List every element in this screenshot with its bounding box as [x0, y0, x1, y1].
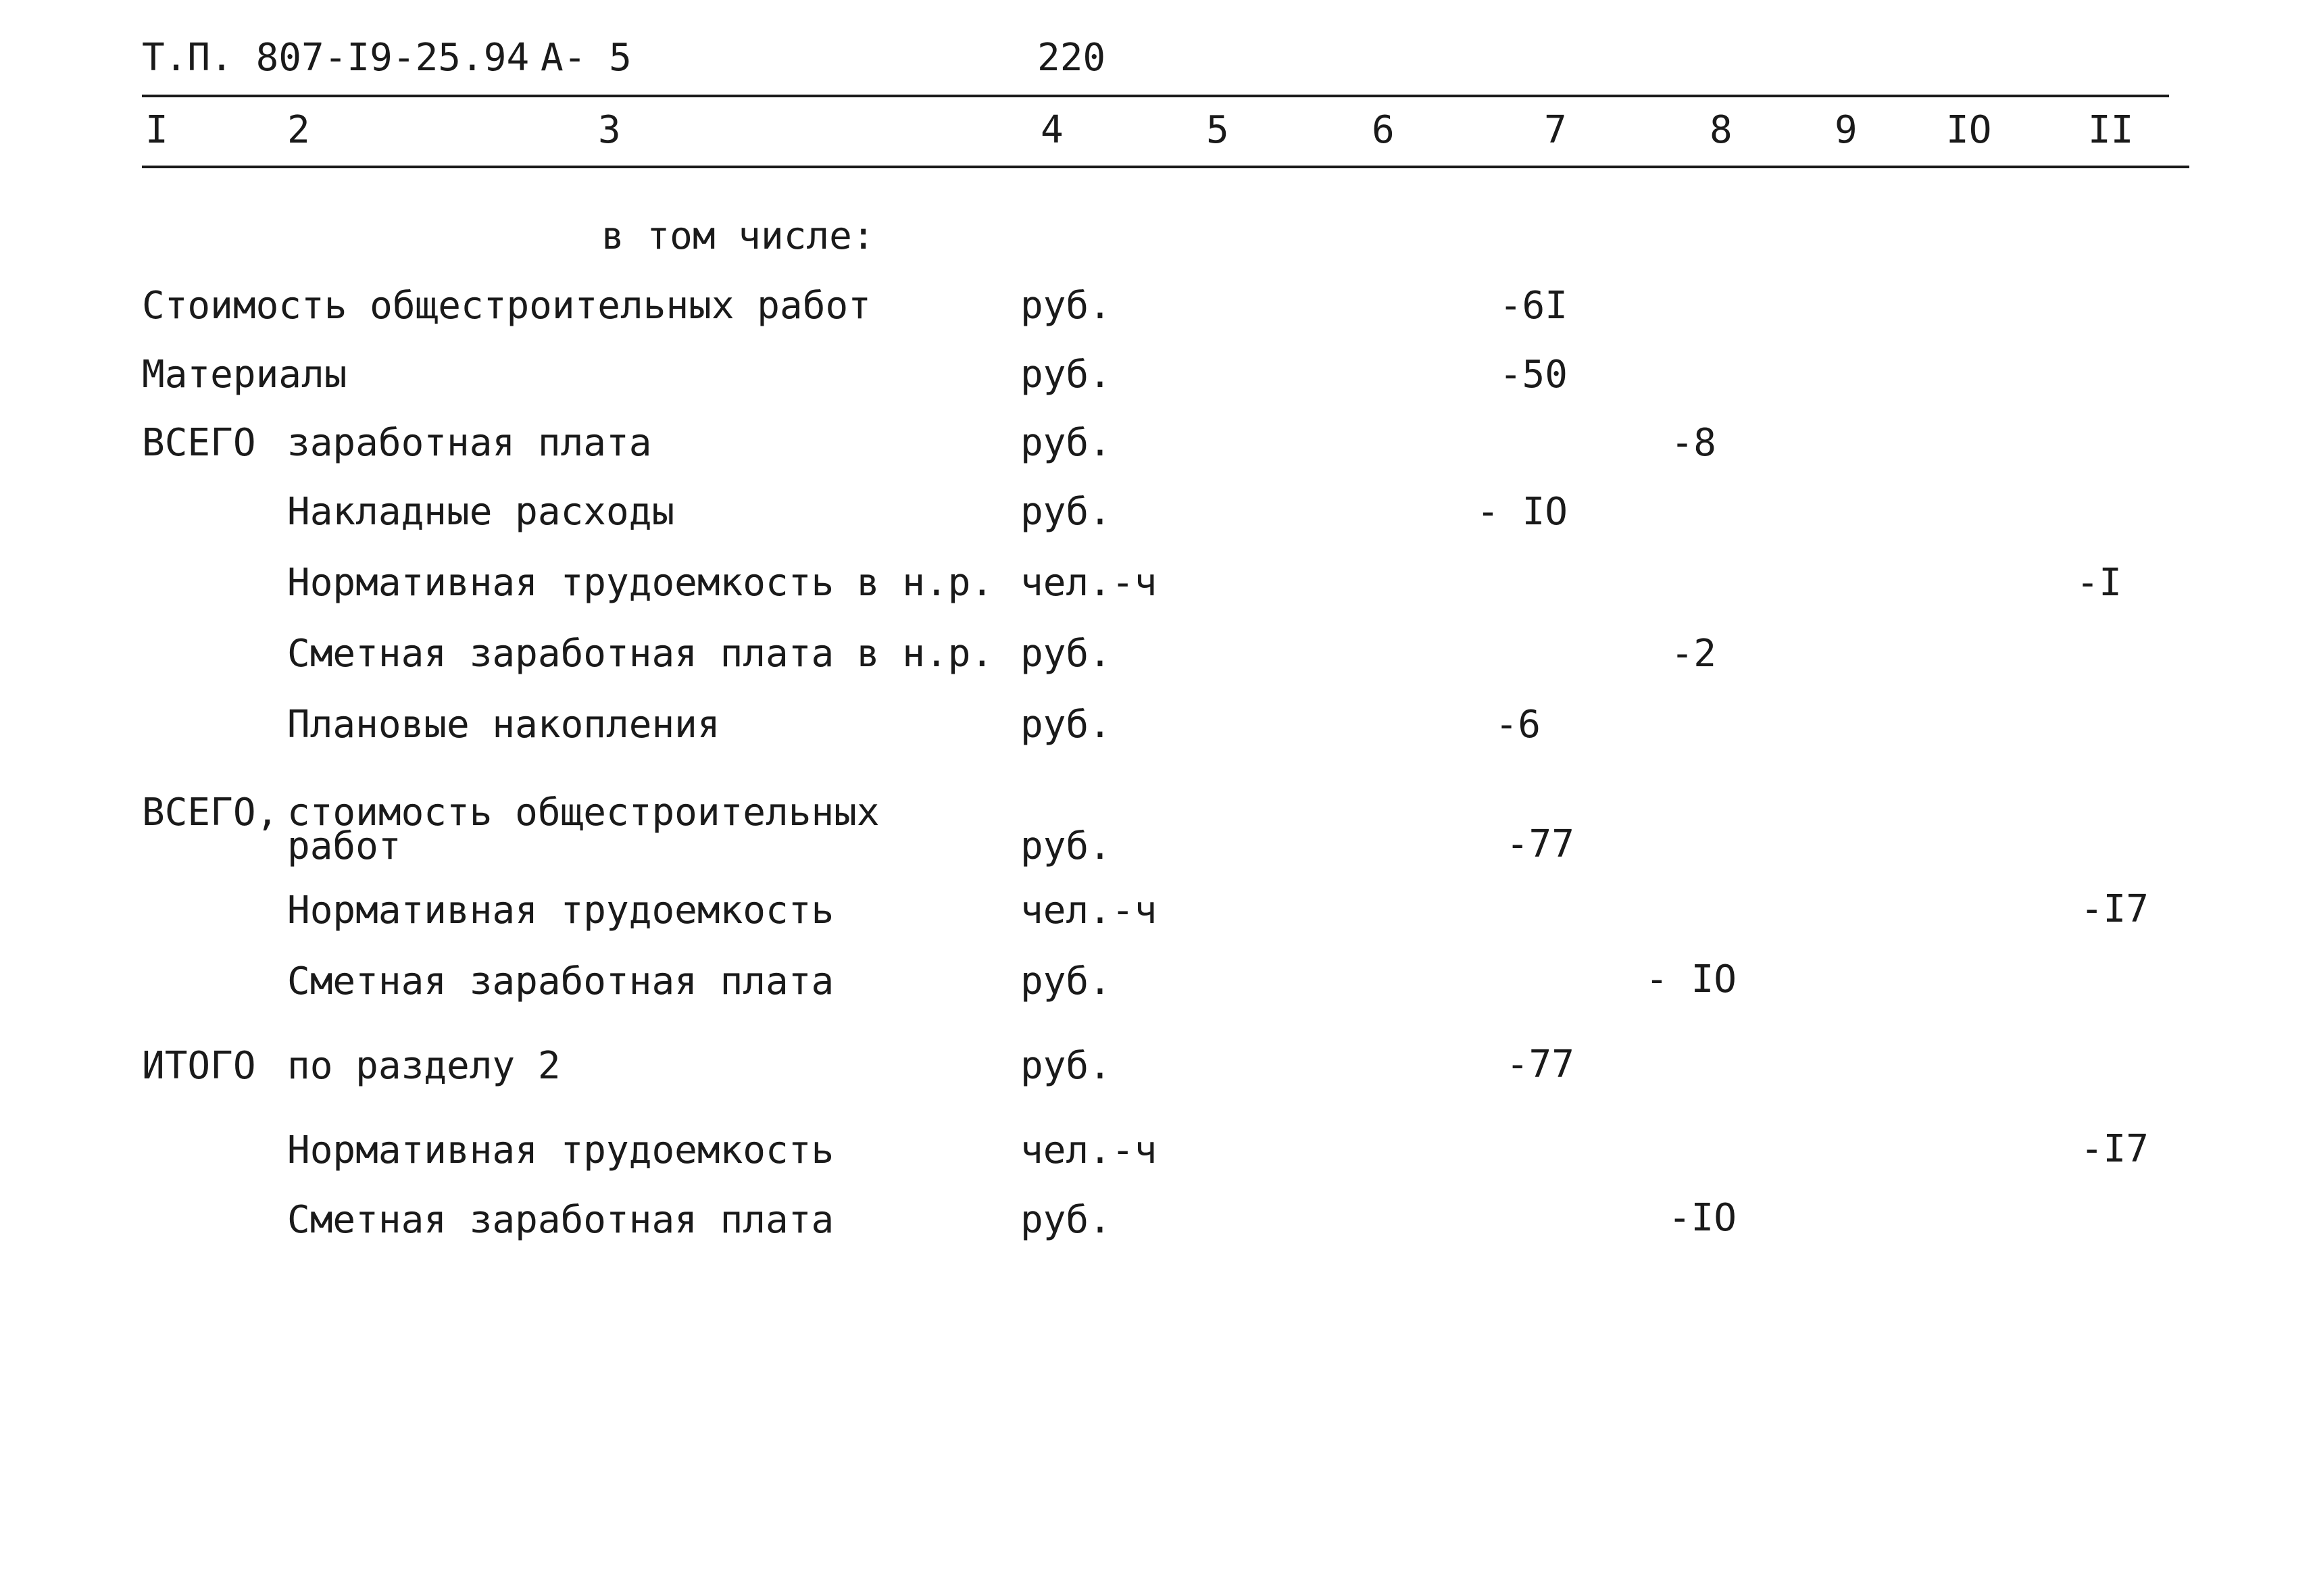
row-name: Сметная заработная плата	[287, 959, 835, 1003]
column-number: 4	[1041, 108, 1064, 152]
row-name: Нормативная трудоемкость в н.р.	[287, 561, 994, 605]
row-col7-value: -6I	[1499, 284, 1568, 328]
row-name-continued: работ	[287, 824, 401, 868]
row-unit: руб.	[1020, 703, 1112, 747]
column-number: 7	[1544, 108, 1567, 152]
row-col8-value: -IO	[1668, 1196, 1737, 1240]
column-number: 2	[287, 108, 310, 152]
row-prefix: ВСЕГО	[142, 421, 256, 465]
row-col7-value: - IO	[1476, 490, 1568, 534]
row-prefix: ВСЕГО,	[142, 791, 279, 834]
row-name: Нормативная трудоемкость	[287, 1128, 835, 1172]
row-unit: чел.-ч	[1020, 561, 1158, 605]
column-number: 6	[1372, 108, 1395, 152]
row-unit: руб.	[1020, 353, 1112, 397]
column-number: II	[2088, 108, 2134, 152]
row-col7-value: -6	[1495, 703, 1541, 747]
column-number: IO	[1946, 108, 1992, 152]
row-unit: руб.	[1020, 284, 1112, 328]
row-col11-value: -I7	[2080, 887, 2149, 931]
column-number: 9	[1835, 108, 1858, 152]
document-code: Т.П. 807-I9-25.94	[142, 36, 530, 80]
row-col7-value: -77	[1505, 1043, 1574, 1087]
header-bottom-rule	[142, 166, 2189, 168]
row-unit: руб.	[1020, 490, 1112, 534]
row-col8-value: -8	[1670, 421, 1716, 465]
row-col7-value: -77	[1505, 822, 1574, 866]
row-name: Материалы	[142, 353, 347, 397]
row-col11-value: -I7	[2080, 1127, 2149, 1171]
row-name: по разделу 2	[287, 1044, 561, 1088]
row-col8-value: - IO	[1645, 957, 1737, 1001]
album-number: А- 5	[541, 36, 632, 80]
header-top-rule	[142, 95, 2169, 97]
row-unit: руб.	[1020, 421, 1112, 465]
page-number: 220	[1037, 36, 1106, 80]
row-name: Нормативная трудоемкость	[287, 889, 835, 932]
row-unit: руб.	[1020, 632, 1112, 676]
row-name: Плановые накопления	[287, 703, 720, 747]
row-col8-value: -2	[1670, 632, 1716, 676]
row-name: Накладные расходы	[287, 490, 675, 534]
row-unit: руб.	[1020, 1198, 1112, 1242]
row-name: Стоимость общестроительных работ	[142, 284, 871, 328]
row-unit: чел.-ч	[1020, 889, 1158, 932]
row-unit: руб.	[1020, 824, 1112, 868]
row-name: Сметная заработная плата	[287, 1198, 835, 1242]
column-number: I	[145, 108, 168, 152]
row-name: Сметная заработная плата в н.р.	[287, 632, 994, 676]
section-label: в том числе:	[601, 214, 875, 258]
column-number: 3	[598, 108, 621, 152]
column-number: 8	[1710, 108, 1733, 152]
row-unit: руб.	[1020, 1044, 1112, 1088]
row-col7-value: -50	[1499, 353, 1568, 397]
row-unit: руб.	[1020, 959, 1112, 1003]
row-name: заработная плата	[287, 421, 652, 465]
row-prefix: ИТОГО	[142, 1044, 256, 1088]
row-name: стоимость общестроительных	[287, 791, 880, 834]
row-col11-value: -I	[2076, 561, 2122, 605]
row-unit: чел.-ч	[1020, 1128, 1158, 1172]
column-number: 5	[1206, 108, 1229, 152]
